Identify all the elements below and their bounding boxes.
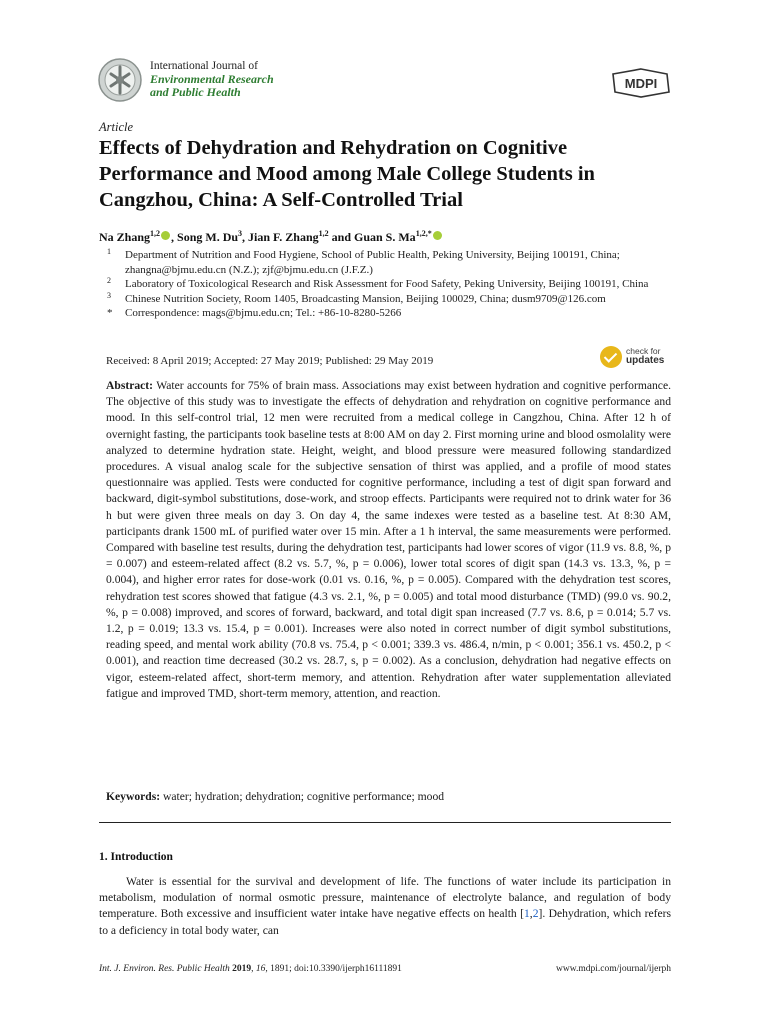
footer-doi: , 1891; doi:10.3390/ijerph16111891: [265, 964, 402, 974]
author-name[interactable]: Guan S. Ma: [354, 230, 416, 244]
article-type: Article: [99, 120, 134, 134]
citation-link[interactable]: 2: [532, 907, 539, 921]
check-for-updates-badge[interactable]: [600, 345, 670, 369]
intro-text-end: ]. Dehydration, which refers to a deficiency in total body water, can: [99, 907, 671, 937]
footer-year: 2019: [232, 964, 252, 974]
orcid-icon[interactable]: [433, 231, 442, 240]
author-affiliation-marker: 1,2,*: [415, 229, 432, 238]
keywords-text: water; hydration; dehydration; cognitive performance; mood: [163, 790, 445, 803]
affiliation-number: 1: [107, 247, 111, 256]
author-name[interactable]: Jian F. Zhang: [248, 230, 319, 244]
citation-link[interactable]: 1: [523, 907, 530, 921]
orcid-icon[interactable]: [161, 231, 170, 240]
affiliation-item: [99, 277, 679, 292]
footer-citation: Int. J. Environ. Res. Public Health 2019, 16, 1891; doi:10.3390/ijerph16111891: [99, 964, 402, 974]
affiliation-text: Laboratory of Toxicological Research and Risk Assessment for Food Safety, Peking University, Beijing 100191, China: [125, 278, 649, 291]
correspondence-marker: *: [107, 307, 113, 320]
affiliation-list: [99, 248, 679, 321]
journal-url-link[interactable]: www.mdpi.com/journal/ijerph: [556, 964, 671, 974]
keywords: [106, 790, 671, 803]
journal-name-line3: and Public Health: [150, 85, 241, 99]
section-divider: [99, 822, 671, 823]
mdpi-logo: [612, 68, 670, 98]
mdpi-logo-text: MDPI: [624, 76, 658, 91]
author-list: [99, 229, 443, 245]
author-name[interactable]: Song M. Du: [177, 230, 239, 244]
abstract-text: Water accounts for 75% of brain mass. Associations may exist between hydration and cognitive performance. The objective of this study was to investigate the effects of dehydration and rehydration on cognitive performance and mood. In this self-control trial, 12 men were recruited from a medical college in Cangzhou, China. After 12 h of overnight fasting, the participants took baseline tests at 8:00 AM on day 2. First morning urine and blood osmolality were analyzed to determine hydration state. Height, weight, and blood pressure were measured following standardized procedures. A visual analog scale for the subjective sensation of thirst was applied, and a profile of mood states questionnaire was applied. Tests were conducted for cognitive performance, including a test of digit span forward and backward, digit-symbol substitutions, dose-work, and stroop effects. Participants were required not to drink water for 36 h but were given three meals on day 3. On day 4, the same indexes were tested as a baseline test. At 8:30 AM, participants drank 1500 mL of purified water over 15 min. After a 1 h interval, the same measurements were performed. Compared with baseline test results, during the dehydration test, participants had lower scores of vigor (11.9 vs. 8.8, %, p = 0.007) and esteem-related affect (8.2 vs. 5.7, %, p = 0.006), lower total scores of digit span (14.3 vs. 13.3, %, p = 0.004), and higher error rates for dose-work (0.01 vs. 0.16, %, p = 0.005). Compared with the dehydration test scores, rehydration test scores showed that fatigue (4.3 vs. 2.1, %, p = 0.005) and total mood disturbance (TMD) (99.0 vs. 90.2, %, p = 0.008) improved, and scores of forward, backward, and total digit span increased (7.7 vs. 8.6, p = 0.014; 5.7 vs. 1.2, p = 0.019; 13.3 vs. 15.4, p = 0.001). Increases were also noted in correct number of digit symbol substitutions, reading speed, and mental work ability (70.8 vs. 75.4, p < 0.001; 339.3 vs. 486.4, n/min, p < 0.001; 356.1 vs. 450.2, p < 0.001), and reaction time decreased (30.2 vs. 28.7, s, p = 0.002). As a conclusion, dehydration had negative effects on vigor, esteem-related affect, short-term memory, and attention. Rehydration after water supplementation alleviated fatigue and improved TMD, short-term memory, attention, and reaction.: [106, 379, 671, 700]
correspondence: [99, 306, 679, 321]
check-updates-icon: [600, 346, 622, 368]
author-affiliation-marker: 3: [238, 229, 243, 238]
citation-separator: ,: [529, 907, 533, 921]
author-affiliation-marker: 1,2: [318, 229, 329, 238]
check-updates-line2: updates: [626, 355, 665, 366]
footer-volume: 16: [255, 964, 266, 974]
affiliation-item: [99, 248, 679, 277]
affiliation-text: Chinese Nutrition Society, Room 1405, Broadcasting Mansion, Beijing 100029, China; dusm9709@126.com: [125, 292, 606, 305]
check-updates-line1: check for: [626, 346, 661, 356]
journal-name-line2: Environmental Research: [150, 72, 274, 86]
publication-dates: Received: 8 April 2019; Accepted: 27 May 2019; Published: 29 May 2019: [106, 355, 434, 367]
author-separator: ,: [242, 230, 249, 244]
introduction-paragraph: [99, 874, 671, 939]
abstract-label: Abstract:: [106, 379, 154, 392]
affiliation-number: 3: [107, 290, 111, 300]
affiliation-item: [99, 292, 679, 307]
keywords-label: Keywords:: [106, 790, 161, 803]
article-title: Effects of Dehydration and Rehydration on Cognitive Performance and Mood among Male College Students in Cangzhou, China: A Self-Controlled Trial: [99, 137, 595, 211]
footer-journal-abbr: Int. J. Environ. Res. Public Health: [99, 964, 230, 974]
affiliation-number: 2: [107, 276, 111, 286]
correspondence-text: Correspondence: mags@bjmu.edu.cn; Tel.: +86-10-8280-5266: [125, 307, 402, 320]
section-heading: 1. Introduction: [99, 851, 173, 863]
abstract: [106, 378, 671, 702]
author-separator: ,: [171, 230, 178, 244]
journal-logo-icon: [97, 57, 143, 103]
author-name[interactable]: Na Zhang: [99, 230, 151, 244]
intro-text-start: Water is essential for the survival and development of life. The functions of water include its participation in metabolism, modulation of normal osmotic pressure, maintenance of electrolyte balance, and regulation of body temperature. Both excessive and insufficient water intake have negative effects on health [: [99, 875, 671, 921]
journal-name-line1: International Journal of: [150, 60, 258, 72]
author-separator: and: [328, 230, 354, 244]
author-affiliation-marker: 1,2: [150, 229, 161, 238]
check-updates-label: [626, 346, 664, 366]
affiliation-text: Department of Nutrition and Food Hygiene, School of Public Health, Peking University, Beijing 100191, China; zhangna@bjmu.edu.cn (N.Z.); zjf@bjmu.edu.cn (J.F.Z.): [125, 249, 620, 276]
journal-name: [150, 60, 274, 99]
